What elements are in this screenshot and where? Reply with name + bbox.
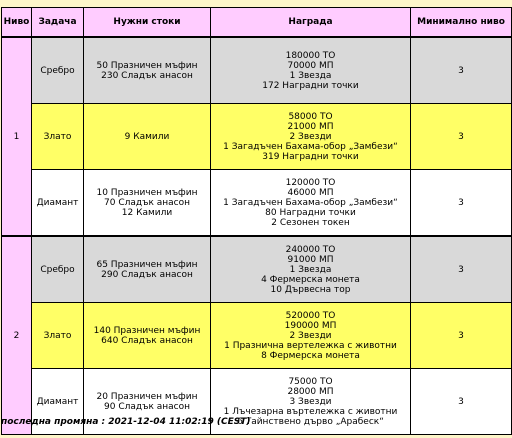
reward-item: 6 Тайнствено дърво „Арабеск“	[237, 416, 384, 427]
reward-cell	[211, 104, 411, 170]
stock-item: 640 Сладък анасон	[101, 335, 193, 346]
table-row	[2, 37, 512, 104]
reward-item: 58000 ТО	[288, 111, 333, 122]
reward-cell	[211, 236, 411, 303]
header-stock: Нужни стоки	[84, 8, 211, 38]
reward-cell	[211, 303, 411, 369]
min-level-cell: 3	[411, 369, 512, 435]
table-row	[2, 170, 512, 237]
stock-cell	[84, 37, 211, 104]
reward-item: 4 Фермерска монета	[261, 274, 360, 285]
reward-cell	[211, 37, 411, 104]
reward-item: 2 Звезди	[289, 131, 332, 142]
quest-table	[1, 7, 512, 435]
task-cell: Злато	[32, 303, 84, 369]
reward-item: 1 Празнична вертележка с животни	[224, 340, 397, 351]
reward-item: 80 Наградни точки	[265, 207, 356, 218]
reward-item: 46000 МП	[287, 187, 334, 198]
reward-item: 75000 ТО	[288, 376, 333, 387]
reward-item: 190000 МП	[284, 320, 337, 331]
stock-item: 10 Празничен мъфин	[96, 187, 198, 198]
reward-item: 1 Звезда	[289, 70, 332, 81]
min-level-cell: 3	[411, 303, 512, 369]
table-row	[2, 104, 512, 170]
task-cell: Злато	[32, 104, 84, 170]
level-cell: 2	[2, 236, 32, 435]
last-modified-footer: последна промяна : 2021-12-04 11:02:19 (CEST)	[1, 417, 251, 427]
stock-item: 140 Празничен мъфин	[93, 325, 201, 336]
reward-item: 1 Лъчезарна въртележка с животни	[223, 406, 398, 417]
header-reward: Награда	[211, 8, 411, 38]
task-cell: Диамант	[32, 170, 84, 237]
min-level-cell: 3	[411, 170, 512, 237]
task-cell: Сребро	[32, 236, 84, 303]
reward-item: 1 Загадъчен Бахама-обор „Замбези“	[223, 141, 398, 152]
stock-item: 70 Сладък анасон	[104, 197, 190, 208]
stock-item: 230 Сладък анасон	[101, 70, 193, 81]
header-min-level: Минимално ниво	[411, 8, 512, 38]
table-row	[2, 303, 512, 369]
table-row	[2, 236, 512, 303]
reward-item: 240000 ТО	[285, 244, 336, 255]
reward-item: 120000 ТО	[285, 177, 336, 188]
reward-item: 319 Наградни точки	[262, 151, 359, 162]
stock-cell	[84, 170, 211, 237]
header-level: Ниво	[2, 8, 32, 38]
reward-item: 70000 МП	[287, 60, 334, 71]
stock-item: 65 Празничен мъфин	[96, 259, 198, 270]
task-cell: Диамант	[32, 369, 84, 435]
stock-cell	[84, 303, 211, 369]
stock-item: 290 Сладък анасон	[101, 269, 193, 280]
stock-item: 9 Камили	[124, 131, 170, 142]
min-level-cell: 3	[411, 236, 512, 303]
reward-item: 1 Загадъчен Бахама-обор „Замбези“	[223, 197, 398, 208]
reward-item: 520000 ТО	[285, 310, 336, 321]
reward-item: 1 Звезда	[289, 264, 332, 275]
min-level-cell: 3	[411, 37, 512, 104]
reward-item: 8 Фермерска монета	[261, 350, 360, 361]
reward-item: 21000 МП	[287, 121, 334, 132]
stock-cell	[84, 104, 211, 170]
stock-cell	[84, 236, 211, 303]
min-level-cell: 3	[411, 104, 512, 170]
reward-item: 172 Наградни точки	[262, 80, 359, 91]
stock-item: 50 Празничен мъфин	[96, 60, 198, 71]
task-cell: Сребро	[32, 37, 84, 104]
reward-item: 3 Звезди	[289, 396, 332, 407]
stock-item: 20 Празничен мъфин	[96, 391, 198, 402]
reward-item: 28000 МП	[287, 386, 334, 397]
reward-item: 10 Дървесна тор	[270, 284, 351, 295]
reward-cell	[211, 170, 411, 237]
reward-item: 2 Звезди	[289, 330, 332, 341]
reward-item: 180000 ТО	[285, 50, 336, 61]
reward-item: 2 Сезонен токен	[271, 217, 350, 228]
header-task: Задача	[32, 8, 84, 38]
stock-item: 90 Сладък анасон	[104, 401, 190, 412]
reward-item: 91000 МП	[287, 254, 334, 265]
header-row	[2, 8, 512, 38]
stock-item: 12 Камили	[121, 207, 173, 218]
level-cell: 1	[2, 37, 32, 236]
